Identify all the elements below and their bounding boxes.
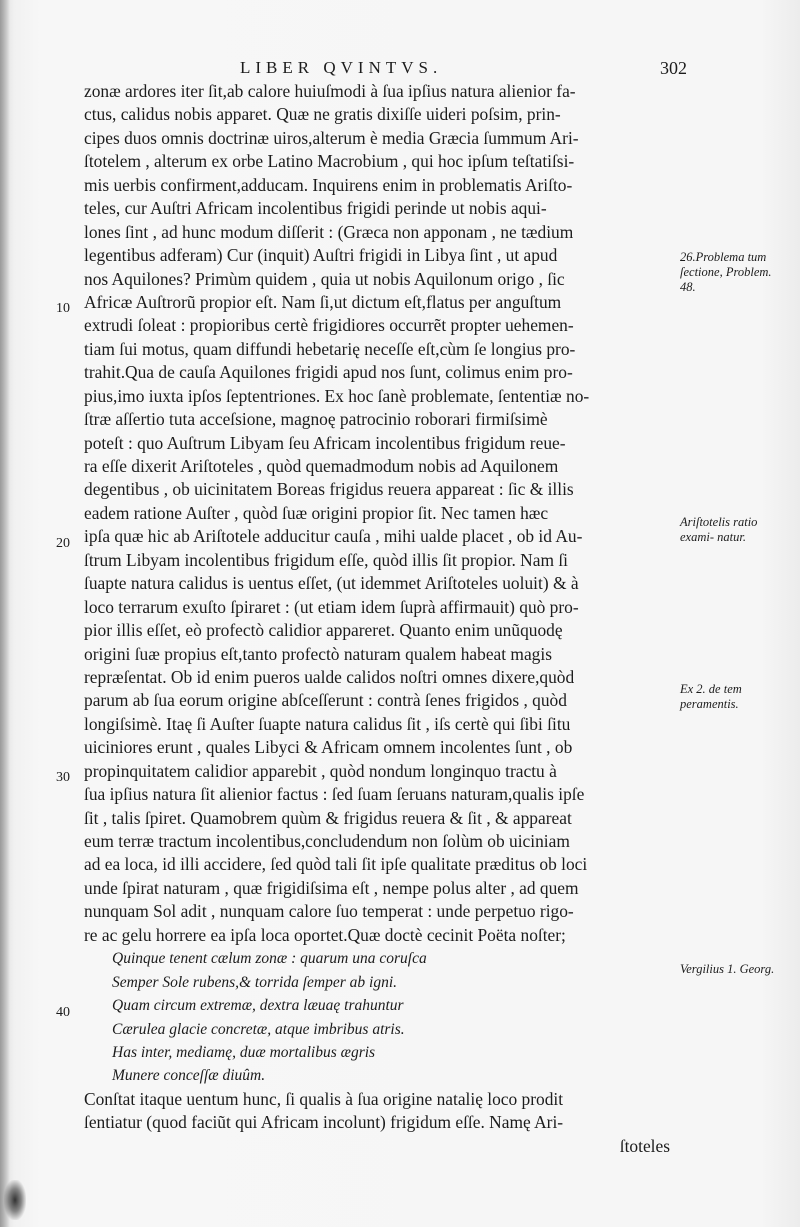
text-line: ſtræ aſſertio tuta acceſsione, magnoę patrocinio roborari firmiſsimè <box>84 409 548 430</box>
closing-text-line: ſentiatur (quod faciũt qui Africam incolunt) frigidum eſſe. Namę Ari- <box>84 1112 564 1133</box>
text-line: parum ab ſua eorum origine abſceſſerunt : contrà ſenes frigidos , quòd <box>84 690 567 711</box>
text-line: extrudi ſoleat : propioribus certè frigidiores occurrẽt propter uehemen- <box>84 315 574 336</box>
verse-line: Has inter, mediamę, duæ mortalibus ægris <box>112 1043 376 1061</box>
text-line: legentibus adferam) Cur (inquit) Auſtri frigidi in Libya ſint , ut apud <box>84 245 558 266</box>
text-line: nunquam Sol adit , nunquam calore ſuo temperat : unde perpetuo rigo- <box>84 901 574 922</box>
text-line: longiſsimè. Itaę ſi Auſter ſuapte natura calidus ſit , iſs certè qui ſibi ſitu <box>84 713 571 734</box>
line-number-30: 30 <box>56 770 70 785</box>
verse-quotation <box>84 947 680 1088</box>
text-line: mis uerbis confirment,adducam. Inquirens enim in problematis Ariſto- <box>84 174 573 195</box>
text-line: loco terrarum exuſto ſpiraret : (ut etiam idem ſuprà affirmauit) quò pro- <box>84 596 579 617</box>
verse-line: Quam circum extremæ, dextra læuaę trahuntur <box>112 997 404 1015</box>
text-line: ra eſſe dixerit Ariſtoteles , quòd quemadmodum nobis ad Aquilonem <box>84 456 559 476</box>
text-line: unde ſpirat naturam , quæ frigidiſsima eſt , nempe polus alter , ad quem <box>84 877 579 898</box>
text-line: ſuapte natura calidus is uentus eſſet, (ut idemmet Ariſtoteles uoluit) & à <box>84 573 579 594</box>
verse-line: Cærulea glacie concretæ, atque imbribus atris. <box>112 1020 405 1038</box>
text-line: ctus, calidus nobis apparet. Quæ ne gratis dixiſſe uideri poſsim, prin- <box>84 104 561 125</box>
text-line: pior illis eſſet, eò profectò calidior appareret. Quanto enim unũquodę <box>84 620 563 641</box>
text-line: trahit.Qua de cauſa Aquilones frigidi apud nos ſunt, colimus enim pro- <box>84 362 573 383</box>
running-head: LIBER QVINTVS. <box>240 58 443 77</box>
text-line: ſtrum Libyam incolentibus frigidum eſſe, quòd illis ſit propior. Nam ſi <box>84 549 568 570</box>
prose-lines <box>84 80 680 947</box>
text-line: eum terræ tractum incolentibus,concludendum non ſolùm ob uiciniam <box>84 831 570 851</box>
closing-text-line: ſtoteles <box>619 1135 670 1156</box>
line-number-10: 10 <box>56 301 70 316</box>
verse-line: Munere conceſſæ diuûm. <box>112 1067 266 1085</box>
verse-line: Quinque tenent cælum zonæ : quarum una coruſca <box>112 950 427 968</box>
closing-text-line: Conſtat itaque uentum hunc, ſi qualis à ſua origine natalię loco prodit <box>84 1088 564 1109</box>
text-line: ſua ipſius natura ſit alienior factus : ſed ſuam ſeruans naturam,qualis ipſe <box>84 784 585 805</box>
text-line: lones ſint , ad hunc modum diſſerit : (Græca non apponam , ne tædium <box>84 221 574 242</box>
text-line: nos Aquilones? Primùm quidem , quia ut nobis Aquilonum origo , ſic <box>84 268 565 289</box>
text-line: cipes duos omnis doctrinæ uiros,alterum è media Græcia ſummum Ari- <box>84 127 579 148</box>
text-line: zonæ ardores iter ſit,ab calore huiuſmodi à ſua ipſius natura alienior fa- <box>84 81 576 101</box>
line-number-20: 20 <box>56 536 70 551</box>
text-line: ſtotelem , alterum ex orbe Latino Macrobium , qui hoc ipſum teſtatiſsi- <box>84 151 575 172</box>
closing-lines <box>84 1088 680 1158</box>
margin-note-temperamentis: Ex 2. de tem peramentis. <box>680 682 742 711</box>
text-line: repræſentat. Ob id enim pueros ualde calidos noſtri omnes dixere,quòd <box>84 666 575 687</box>
page-gutter-shadow <box>0 0 10 1227</box>
text-line: pius,imo iuxta ipſos ſeptentriones. Ex hoc ſanè problemate, ſententiæ no- <box>84 385 590 406</box>
page-number: 302 <box>660 58 687 78</box>
main-text-block <box>84 80 680 1158</box>
text-line: degentibus , ob uicinitatem Boreas frigidus reuera appareat : ſic & illis <box>84 479 574 500</box>
text-line: propinquitatem calidior apparebit , quòd nondum longinquo tractu à <box>84 760 557 781</box>
text-line: Africæ Auſtrorũ propior eſt. Nam ſi,ut dictum eſt,flatus per anguſtum <box>84 291 562 312</box>
text-line: eadem ratione Auſter , quòd ſuæ origini propior ſit. Nec tamen hæc <box>84 502 549 523</box>
text-line: origini ſuæ propius eſt,tanto profectò naturam qualem habeat magis <box>84 643 552 664</box>
margin-note-problema: 26.Problema tum ſectione, Problem. 48. <box>680 250 772 294</box>
text-line: ipſa quæ hic ab Ariſtotele adducitur cauſa , mihi ualde placet , ob id Au- <box>84 526 583 547</box>
text-line: poteſt : quo Auſtrum Libyam ſeu Africam incolentibus frigidum reue- <box>84 432 566 453</box>
text-line: re ac gelu horrere ea ipſa loca oportet.Quæ doctè cecinit Poëta noſter; <box>84 924 566 945</box>
line-number-40: 40 <box>56 1005 70 1020</box>
margin-note-vergilius: Vergilius 1. Georg. <box>680 962 775 976</box>
text-line: ſit , talis ſpiret. Quamobrem quùm & frigidus reuera & ſit , & appareat <box>84 807 572 828</box>
text-line: ad ea loca, id illi accidere, ſed quòd tali ſit ipſe qualitate præditus ob loci <box>84 854 588 875</box>
text-line: tiam ſui motus, quam diffundi hebetarię neceſſe eſt,cùm ſe longius pro- <box>84 338 576 359</box>
ink-stain <box>4 1180 26 1220</box>
text-line: uiciniores erunt , quales Libyci & Africam omnem incolentes ſunt , ob <box>84 737 573 758</box>
text-line: teles, cur Auſtri Africam incolentibus frigidi perinde ut nobis aqui- <box>84 198 547 219</box>
verse-line: Semper Sole rubens,& torrida ſemper ab igni. <box>112 973 398 991</box>
margin-note-aristotelis: Ariſtotelis ratio exami- natur. <box>680 515 758 544</box>
